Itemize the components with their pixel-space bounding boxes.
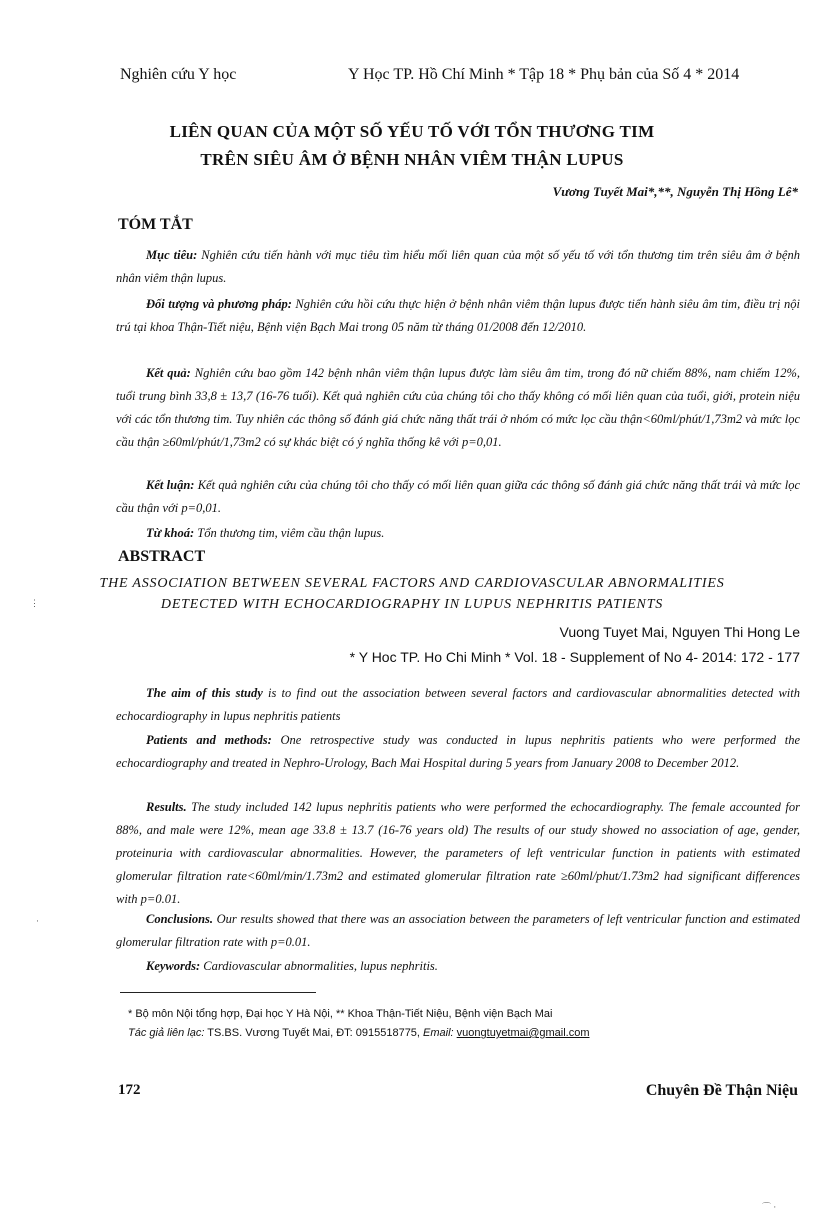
running-header-right: Y Học TP. Hồ Chí Minh * Tập 18 * Phụ bản của Số 4 * 2014: [348, 66, 740, 83]
abstract-citation: * Y Hoc TP. Ho Chi Minh * Vol. 18 - Supplement of No 4- 2014: 172 - 177: [349, 649, 800, 665]
scan-mark: ⌒ ·: [762, 1202, 777, 1212]
text-methods: One retrospective study was conducted in lupus nephritis patients who were performed the echocardiography and treated in Nephro-Urology, Bach Mai Hospital during 5 years from January 2008 to December 2012.: [116, 733, 801, 770]
footnote-divider: [120, 992, 316, 993]
footnote-affiliations: * Bộ môn Nội tổng hợp, Đại học Y Hà Nội, ** Khoa Thận-Tiết Niệu, Bệnh viện Bạch Mai: [128, 1008, 553, 1020]
summary-keywords: [116, 522, 800, 545]
abstract-methods: [116, 729, 800, 775]
author-list-vi: Vương Tuyết Mai*,**, Nguyễn Thị Hồng Lê*: [552, 184, 798, 199]
contact-text: TS.BS. Vương Tuyết Mai, ĐT: 0915518775,: [204, 1027, 424, 1039]
journal-section-footer: Chuyên Đề Thận Niệu: [645, 1082, 798, 1099]
section-heading-tom-tat: TÓM TẮT: [118, 216, 193, 233]
page-number: 172: [118, 1082, 141, 1098]
summary-results: [116, 362, 800, 454]
text-doi-tuong: Nghiên cứu hồi cứu thực hiện ở bệnh nhân viêm thận lupus được tiến hành siêu âm tim, điều trị nội trú tại khoa Thận-Tiết niệu, Bệnh viện Bạch Mai trong 05 năm từ tháng 01/2008 đến 12/2010.: [116, 297, 800, 334]
contact-prefix: Tác giả liên lạc:: [128, 1027, 205, 1039]
text-muc-tieu: Nghiên cứu tiến hành với mục tiêu tìm hiểu mối liên quan của một số yếu tố với tổn thương tim trên siêu âm ở bệnh nhân viêm thận lupus.: [116, 248, 800, 285]
abstract-conclusions: [116, 908, 800, 954]
text-conclusions: Our results showed that there was an association between the parameters of left ventricular function and estimated glomerular filtration rate with p=0.01.: [116, 912, 800, 949]
scan-mark: ⋮: [30, 598, 39, 608]
label-ket-qua: Kết quả:: [146, 366, 191, 380]
label-muc-tieu: Mục tiêu:: [146, 248, 198, 262]
summary-methods: [116, 293, 800, 339]
summary-objective: [116, 244, 800, 290]
text-ket-qua: Nghiên cứu bao gồm 142 bệnh nhân viêm thận lupus được làm siêu âm tim, trong đó nữ chiếm 88%, nam chiếm 12%, tuổi trung bình 33,8 ± 13,7 (16-76 tuổi). Kết quả nghiên cứu của chúng tôi cho thấy không có mối liên quan của tuổi, giới, protein niệu với các tổn thương tim. Tuy nhiên các thông số đánh giá chức năng thất trái ở nhóm có mức lọc cầu thận<60ml/phút/1,73m2 và mức lọc cầu thận ≥60ml/phút/1,73m2 có sự khác biệt có ý nghĩa thống kê với p=0,01.: [116, 366, 800, 449]
text-keywords: Cardiovascular abnormalities, lupus nephritis.: [200, 959, 438, 973]
section-heading-abstract: ABSTRACT: [118, 548, 206, 565]
summary-conclusion: [116, 474, 800, 520]
text-results: The study included 142 lupus nephritis patients who were performed the echocardiography. The female accounted for 88%, and male were 12%, mean age 33.8 ± 13.7 (16-76 years old) The results of our study showed no association of age, gender, proteinuria with cardiovascular abnormalities. However, the parameters of left ventricular function in patients with estimated glomerular filtration rate<60ml/min/1.73m2 and estimated glomerular filtration rate ≥60ml/phut/1.73m2 had significant differences with p=0.01.: [116, 800, 800, 906]
label-methods: Patients and methods:: [146, 733, 272, 747]
abstract-aim: [116, 682, 800, 728]
label-conclusions: Conclusions.: [146, 912, 214, 926]
email-link[interactable]: vuongtuyetmai@gmail.com: [456, 1027, 590, 1039]
paper-title-line2: TRÊN SIÊU ÂM Ở BỆNH NHÂN VIÊM THẬN LUPUS: [200, 150, 624, 169]
label-keywords: Keywords:: [146, 959, 201, 973]
label-results: Results.: [146, 800, 187, 814]
abstract-title-line2: DETECTED WITH ECHOCARDIOGRAPHY IN LUPUS NEPHRITIS PATIENTS: [160, 597, 664, 612]
abstract-title-line1: THE ASSOCIATION BETWEEN SEVERAL FACTORS AND CARDIOVASCULAR ABNORMALITIES: [99, 576, 725, 591]
footnote-contact: [128, 1027, 590, 1039]
abstract-keywords: [116, 955, 800, 978]
abstract-authors: Vuong Tuyet Mai, Nguyen Thi Hong Le: [559, 624, 800, 640]
paper-title-line1: LIÊN QUAN CỦA MỘT SỐ YẾU TỐ VỚI TỔN THƯƠNG TIM: [169, 122, 655, 141]
label-ket-luan: Kết luận:: [146, 478, 195, 492]
text-ket-luan: Kết quả nghiên cứu của chúng tôi cho thấy có mối liên quan giữa các thông số đánh giá chức năng thất trái và mức lọc cầu thận với p=0,01.: [116, 478, 800, 515]
scan-mark: ·: [36, 916, 39, 926]
label-doi-tuong: Đối tượng và phương pháp:: [146, 297, 292, 311]
email-label: Email:: [423, 1027, 454, 1039]
text-aim: is to find out the association between several factors and cardiovascular abnormalities detected with echocardiography in lupus nephritis patients: [116, 686, 801, 723]
text-tu-khoa: Tổn thương tim, viêm cầu thận lupus.: [194, 526, 385, 540]
running-header-left: Nghiên cứu Y học: [120, 66, 237, 83]
label-tu-khoa: Từ khoá:: [146, 526, 195, 540]
abstract-results: [116, 796, 800, 911]
label-aim: The aim of this study: [146, 686, 263, 700]
